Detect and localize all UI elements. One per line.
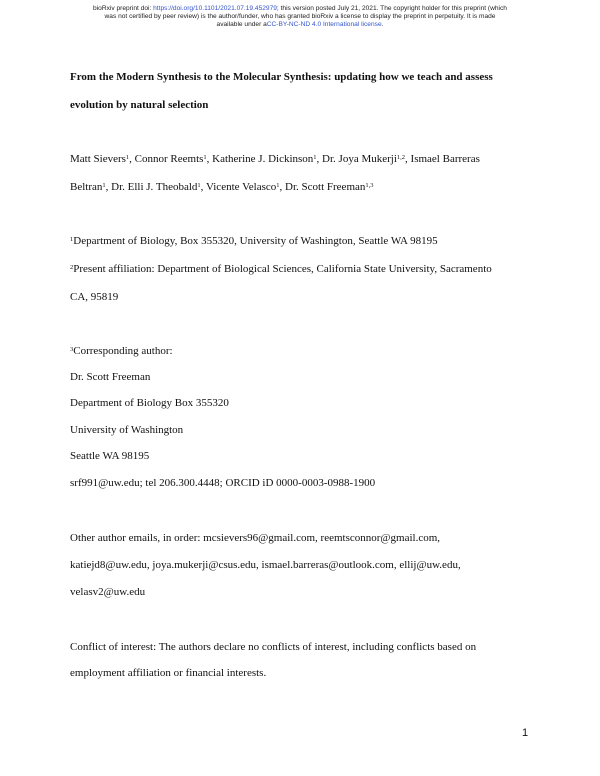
preprint-header-line1 [20,5,580,13]
license-link[interactable]: CC-BY-NC-ND 4.0 International license [266,21,382,28]
author: Vicente Velasco$^1$, [205,181,286,193]
preprint-header [20,5,580,29]
author: Connor Reemts$^1$, [134,153,213,165]
author: Matt Sievers$^1$, [70,153,135,165]
header-doi-prefix: bioRxiv preprint doi: [93,5,154,12]
author: Beltran$^1$, [70,181,112,193]
corresponding-heading: $^3$Corresponding author: [70,345,173,357]
other-emails-line-2: katiejd8@uw.edu, joya.mukerji@csus.edu, ismael.barreras@outlook.com, ellij@uw.edu, [70,559,461,571]
affiliation-2-line-2: CA, 95819 [70,291,119,303]
author: Dr. Elli J. Theobald$^1$, [111,181,206,193]
other-emails-line-3: velasv2@uw.edu [70,586,146,598]
affiliation-1: $^1$Department of Biology, Box 355320, University of Washington, Seattle WA 98195 [70,235,438,247]
corresponding-city: Seattle WA 98195 [70,450,150,462]
corresponding-dept: Department of Biology Box 355320 [70,397,229,409]
header-line1-suffix: ; this version posted July 21, 2021. The copyright holder for this preprint (which [276,5,507,12]
author: Katherine J. Dickinson$^1$, [212,153,323,165]
preprint-header-line3 [20,21,580,29]
corresponding-contact: srf991@uw.edu; tel 206.300.4448; ORCID iD 0000-0003-0988-1900 [70,477,376,489]
authors-line-1 [70,152,480,166]
header-license-prefix: available under a [216,21,267,28]
author: Dr. Scott Freeman$^{1,3}$ [285,181,374,193]
header-line3-suffix: . [381,21,384,28]
page-number: 1 [522,727,529,739]
affiliation-2: $^2$Present affiliation: Department of Biological Sciences, California State University, Sacramento [70,263,492,275]
corresponding-name: Dr. Scott Freeman [70,371,151,383]
conflict-line-1: Conflict of interest: The authors declare no conflicts of interest, including conflicts based on [70,641,477,653]
title-line-2: evolution by natural selection [70,99,209,111]
other-emails-line-1: Other author emails, in order: mcsievers96@gmail.com, reemtsconnor@gmail.com, [70,532,441,544]
author: Ismael Barreras [410,153,480,165]
doi-link[interactable]: https://doi.org/10.1101/2021.07.19.452979 [153,5,277,12]
preprint-header-line2: was not certified by peer review) is the author/funder, who has granted bioRxiv a license to display the preprint in perpetuity. It is made [104,13,496,20]
author: Dr. Joya Mukerji$^{1,2}$, [322,153,411,165]
authors-line-2 [70,180,374,194]
conflict-line-2: employment affiliation or financial interests. [70,667,267,679]
title-line-1: From the Modern Synthesis to the Molecular Synthesis: updating how we teach and assess [70,71,493,83]
corresponding-univ: University of Washington [70,424,184,436]
